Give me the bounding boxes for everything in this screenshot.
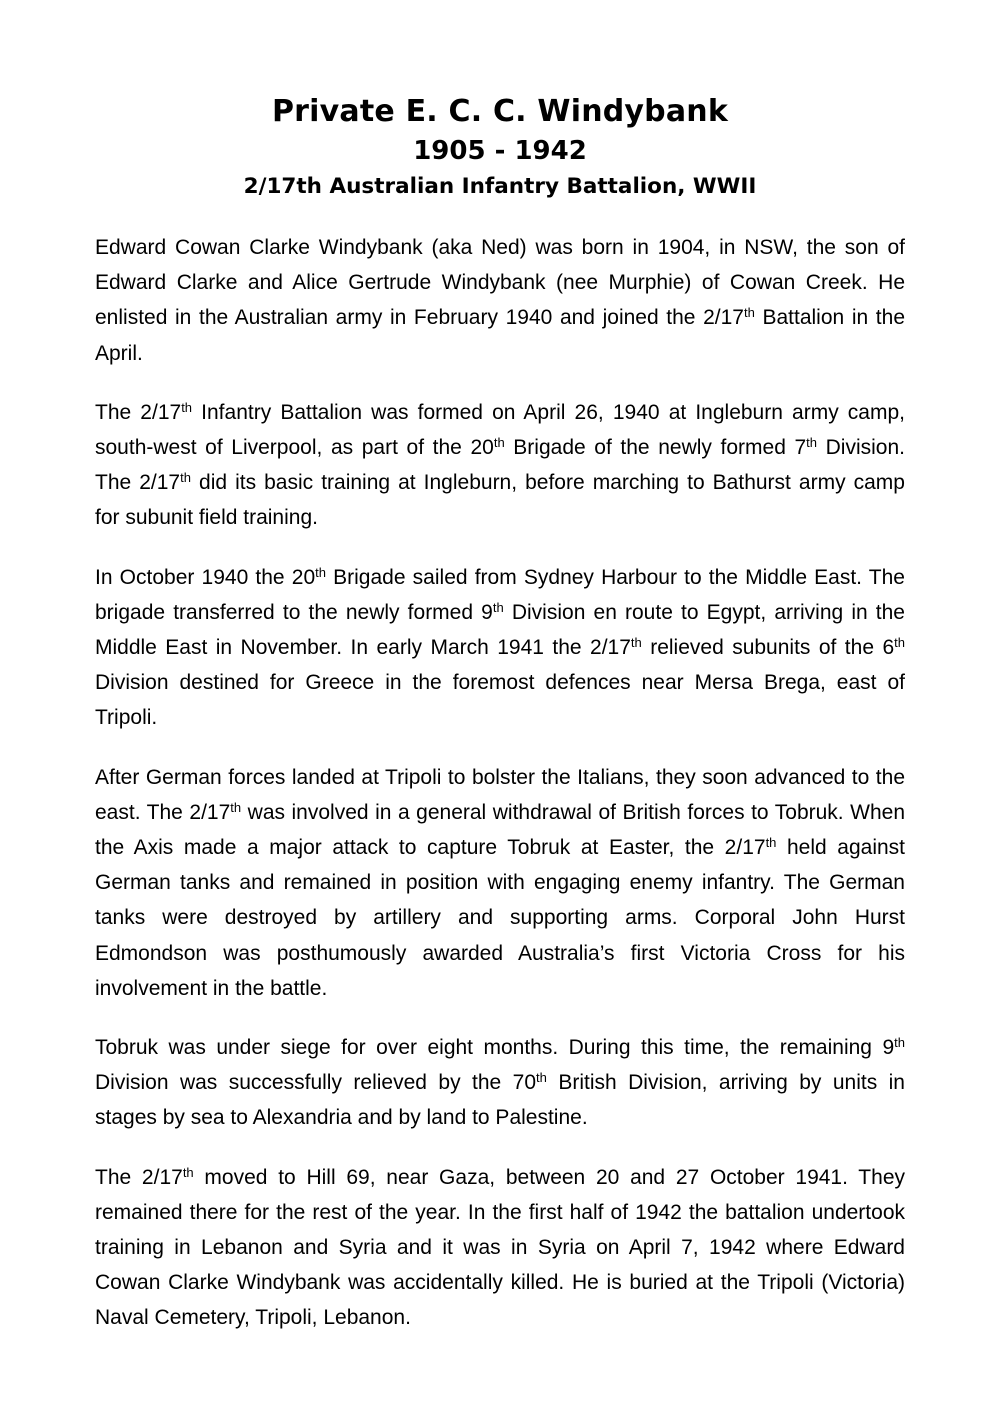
document-body [95, 0, 905, 1336]
paragraph: The 2/17th Infantry Battalion was formed on April 26, 1940 at Ingleburn army camp, south-west of Liverpool, as part of the 20th Brigade of the newly formed 7th Division. The 2/17th did its basic training at Ingleburn, before marching to Bathurst army camp for subunit field training. [95, 400, 905, 530]
document-header [95, 0, 905, 204]
unit-subtitle: 2/17th Australian Infantry Battalion, WWII [243, 174, 757, 199]
page-title: Private E. C. C. Windybank [271, 94, 729, 129]
paragraph: The 2/17th moved to Hill 69, near Gaza, between 20 and 27 October 1941. They remained there for the rest of the year. In the first half of 1942 the battalion undertook training in Lebanon and Syria and it was in Syria on April 7, 1942 where Edward Cowan Clarke Windybank was accidentally killed. He is buried at the Tripoli (Victoria) Naval Cemetery, Tripoli, Lebanon. [95, 1164, 905, 1330]
life-dates: 1905 - 1942 [413, 136, 587, 166]
paragraph: Tobruk was under siege for over eight months. During this time, the remaining 9th Division was successfully relieved by the 70th British Division, arriving by units in stages by sea to Alexandria and by land to Palestine. [95, 1035, 905, 1130]
paragraph: Edward Cowan Clarke Windybank (aka Ned) was born in 1904, in NSW, the son of Edward Clarke and Alice Gertrude Windybank (nee Murphie) of Cowan Creek. He enlisted in the Australian army in February 1940 and joined the 2/17th Battalion in the April. [95, 236, 905, 365]
paragraph: After German forces landed at Tripoli to bolster the Italians, they soon advanced to the east. The 2/17th was involved in a general withdrawal of British forces to Tobruk. When the Axis made a major attack to capture Tobruk at Easter, the 2/17th held against German tanks and remained in position with engaging enemy infantry. The German tanks were destroyed by artillery and supporting arms. Corporal John Hurst Edmondson was posthumously awarded Australia’s first Victoria Cross for his involvement in the battle. [95, 765, 906, 1000]
paragraph: In October 1940 the 20th Brigade sailed from Sydney Harbour to the Middle East. The brigade transferred to the newly formed 9th Division en route to Egypt, arriving in the Middle East in November. In early March 1941 the 2/17th relieved subunits of the 6th Division destined for Greece in the foremost defences near Mersa Brega, east of Tripoli. [95, 564, 905, 730]
body-text [95, 230, 905, 1336]
